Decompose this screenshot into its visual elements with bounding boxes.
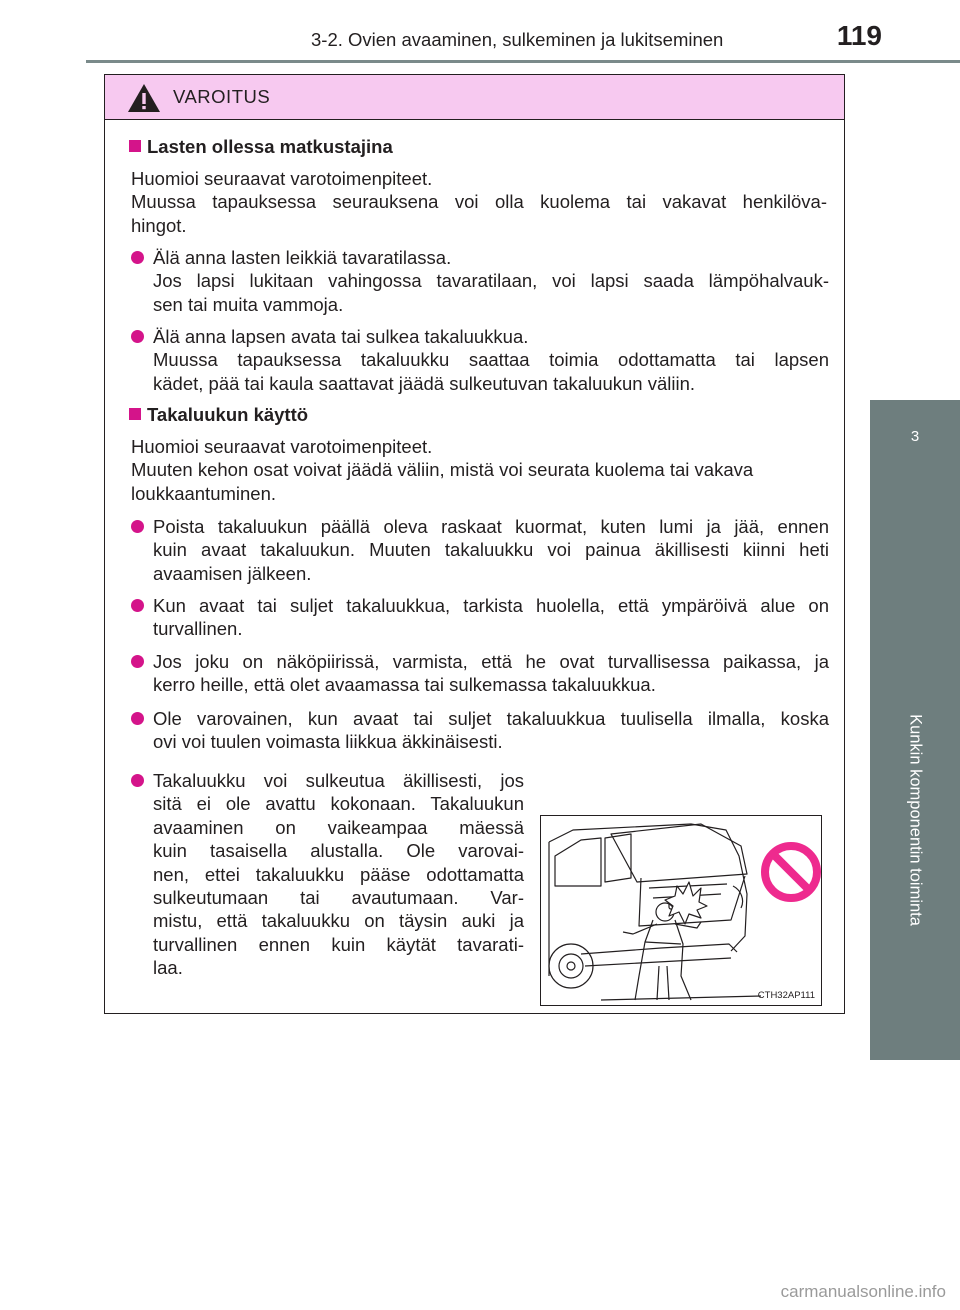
text-line: Jos joku on näköpiirissä, varmista, että he ovat turvallisessa paikassa, ja bbox=[153, 651, 829, 672]
text-line: Huomioi seuraavat varotoimenpiteet. bbox=[131, 436, 433, 457]
round-bullet-icon bbox=[131, 599, 144, 612]
bullet-item bbox=[129, 325, 829, 395]
text-line: kerro heille, että olet avaamassa tai sulkemassa takaluukkua. bbox=[153, 674, 656, 696]
text-line: Älä anna lapsen avata tai sulkea takaluukkua. bbox=[153, 326, 529, 347]
warning-header bbox=[105, 75, 844, 120]
chapter-number: 3 bbox=[910, 428, 920, 445]
square-bullet-icon bbox=[129, 140, 141, 152]
text-line: Muussa tapauksessa takaluukku saattaa toimia odottamatta tai lapsen bbox=[153, 349, 829, 371]
text-line: avaamisen jälkeen. bbox=[153, 562, 312, 584]
text-line: avaaminen on vaikeampaa mäessä bbox=[153, 816, 524, 838]
text-line: nen, ettei takaluukku pääse odottamatta bbox=[153, 863, 524, 885]
page-number: 119 bbox=[836, 20, 882, 51]
section-title: 3-2. Ovien avaaminen, sulkeminen ja lukitseminen bbox=[311, 29, 724, 50]
chapter-tab bbox=[870, 400, 960, 1060]
text-line: Kun avaat tai suljet takaluukkua, tarkista huolella, että ympäröivä alue on bbox=[153, 595, 829, 616]
text-line: sitä ei ole avattu kokonaan. Takaluukun bbox=[153, 793, 524, 815]
header-rule bbox=[86, 60, 960, 63]
text-line: Älä anna lasten leikkiä tavaratilassa. bbox=[153, 247, 452, 268]
bullet-item-with-illustration bbox=[129, 769, 524, 980]
car-tailgate-drawing bbox=[541, 816, 821, 1005]
text-line: ovi voi tuulen voimasta liikkua äkkinäisesti. bbox=[153, 731, 503, 753]
text-line: kädet, pää tai kaula saattavat jäädä sulkeutuvan takaluukun väliin. bbox=[153, 372, 696, 394]
round-bullet-icon bbox=[131, 251, 144, 264]
prohibition-icon bbox=[765, 846, 817, 898]
warning-triangle-icon bbox=[127, 83, 161, 113]
round-bullet-icon bbox=[131, 712, 144, 725]
bullet-item bbox=[129, 246, 829, 316]
text-line: laa. bbox=[153, 957, 183, 979]
text-line: Huomioi seuraavat varotoimenpiteet. bbox=[131, 168, 433, 189]
round-bullet-icon bbox=[131, 520, 144, 533]
bullet-item bbox=[129, 594, 829, 641]
text-line: Takaluukku voi sulkeutua äkillisesti, jos bbox=[153, 770, 524, 791]
chapter-title: Kunkin komponentin toiminta bbox=[906, 714, 925, 926]
text-line: Poista takaluukun päällä oleva raskaat kuormat, kuten lumi ja jää, ennen bbox=[153, 516, 829, 537]
text-line: kuin tasaisella alustalla. Ole varovai- bbox=[153, 840, 524, 862]
section-heading-tailgate bbox=[129, 404, 308, 426]
section-heading-children bbox=[129, 136, 393, 158]
section-intro bbox=[131, 435, 827, 505]
text-line: Muussa tapauksessa seurauksena voi olla kuolema tai vakavat henkilöva- bbox=[131, 191, 827, 213]
round-bullet-icon bbox=[131, 330, 144, 343]
text-line: sen tai muita vammoja. bbox=[153, 293, 344, 315]
text-line: kuin avaat takaluukun. Muuten takaluukku voi painua äkillisesti kiinni heti bbox=[153, 539, 829, 561]
text-line: Ole varovainen, kun avaat tai suljet takaluukkua tuulisella ilmalla, koska bbox=[153, 708, 829, 729]
warning-content bbox=[105, 120, 844, 1013]
warning-label: VAROITUS bbox=[173, 86, 271, 107]
text-line: hingot. bbox=[131, 214, 187, 236]
text-line: sulkeutumaan tai avautumaan. Var- bbox=[153, 887, 524, 909]
bullet-item bbox=[129, 650, 829, 697]
square-bullet-icon bbox=[129, 408, 141, 420]
warning-box bbox=[104, 74, 845, 1014]
text-line: turvallinen ennen kuin käytät tavarati- bbox=[153, 933, 524, 955]
footer-watermark: carmanualsonline.info bbox=[780, 1282, 946, 1301]
section-heading-text: Takaluukun käyttö bbox=[147, 404, 309, 425]
tailgate-illustration bbox=[540, 815, 822, 1006]
illustration-code: CTH32AP111 bbox=[757, 990, 815, 1001]
text-line: Muuten kehon osat voivat jäädä väliin, mistä voi seurata kuolema tai vakava bbox=[131, 459, 754, 481]
bullet-item bbox=[129, 515, 829, 585]
round-bullet-icon bbox=[131, 774, 144, 787]
text-line: Jos lapsi lukitaan vahingossa tavaratilaan, voi lapsi saada lämpöhalvauk- bbox=[153, 270, 829, 292]
section-heading-text: Lasten ollessa matkustajina bbox=[147, 136, 393, 157]
text-line: turvallinen. bbox=[153, 618, 243, 640]
text-line: mistu, että takaluukku on täysin auki ja bbox=[153, 910, 524, 932]
round-bullet-icon bbox=[131, 655, 144, 668]
section-intro bbox=[131, 167, 827, 237]
bullet-item bbox=[129, 707, 829, 754]
text-line: loukkaantuminen. bbox=[131, 482, 277, 504]
